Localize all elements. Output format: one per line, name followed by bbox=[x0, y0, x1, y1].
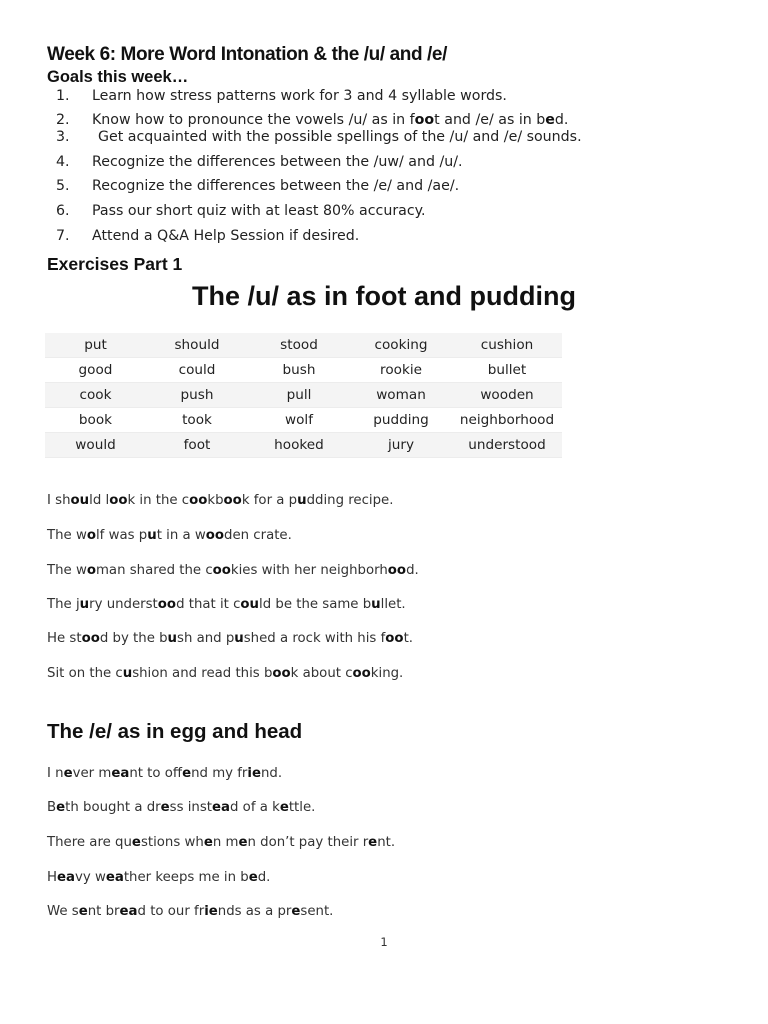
bold-letters: ea bbox=[57, 870, 75, 885]
goal-text: Attend a Q&A Help Session if desired. bbox=[92, 228, 360, 244]
table-cell: woman bbox=[350, 383, 452, 408]
bold-letters: e bbox=[56, 800, 66, 815]
table-cell: cooking bbox=[350, 333, 452, 358]
bold-letters: oo bbox=[414, 112, 435, 128]
u-section-title: The /u/ as in foot and pudding bbox=[192, 281, 576, 311]
bold-letters: u bbox=[122, 666, 133, 681]
table-cell: bush bbox=[248, 358, 350, 383]
bold-letters: e bbox=[131, 835, 141, 850]
table-cell: could bbox=[146, 358, 248, 383]
goals-title: Goals this week… bbox=[47, 68, 189, 86]
table-cell: book bbox=[45, 408, 146, 433]
practice-sentence: He stood by the bush and pushed a rock with his foot. bbox=[47, 631, 414, 646]
goal-text: Know how to pronounce the vowels /u/ as in foot and /e/ as in bed. bbox=[92, 112, 569, 128]
table-row bbox=[45, 433, 562, 458]
table-row bbox=[45, 333, 562, 358]
e-section-title: The /e/ as in egg and head bbox=[47, 720, 303, 743]
bold-letters: e bbox=[160, 800, 170, 815]
practice-sentence: There are questions when men don’t pay their rent. bbox=[47, 835, 396, 850]
bold-letters: oo bbox=[205, 528, 225, 543]
practice-sentence: Sit on the cushion and read this book about cooking. bbox=[47, 666, 404, 681]
table-cell: took bbox=[146, 408, 248, 433]
goal-number: 7. bbox=[56, 228, 70, 244]
exercises-title: Exercises Part 1 bbox=[47, 254, 183, 274]
table-cell: put bbox=[45, 333, 146, 358]
bold-letters: oo bbox=[212, 563, 231, 578]
bold-letters: oo bbox=[81, 631, 100, 646]
page-number: 1 bbox=[380, 935, 388, 949]
practice-sentence: I never meant to offend my friend. bbox=[47, 766, 283, 781]
bold-letters: oo bbox=[223, 493, 242, 508]
table-cell: good bbox=[45, 358, 146, 383]
bold-letters: u bbox=[147, 528, 157, 543]
practice-sentence: The jury understood that it could be the same bullet. bbox=[47, 597, 406, 612]
table-cell: understood bbox=[452, 433, 562, 458]
table-cell: neighborhood bbox=[452, 408, 562, 433]
bold-letters: ea bbox=[105, 870, 124, 885]
bold-letters: e bbox=[63, 766, 73, 781]
table-cell: hooked bbox=[248, 433, 350, 458]
goal-number: 3. bbox=[56, 129, 70, 145]
table-row bbox=[45, 383, 562, 408]
goal-number: 5. bbox=[56, 178, 70, 194]
table-cell: pudding bbox=[350, 408, 452, 433]
bold-letters: oo bbox=[109, 493, 128, 508]
table-row bbox=[45, 358, 562, 383]
table-cell: rookie bbox=[350, 358, 452, 383]
practice-sentence: Beth bought a dress instead of a kettle. bbox=[47, 800, 316, 815]
bold-letters: ie bbox=[247, 766, 261, 781]
bold-letters: ou bbox=[240, 597, 260, 612]
bold-letters: o bbox=[86, 563, 96, 578]
bold-letters: u bbox=[371, 597, 381, 612]
bold-letters: e bbox=[248, 870, 258, 885]
table-cell: foot bbox=[146, 433, 248, 458]
bold-letters: ea bbox=[212, 800, 231, 815]
table-cell: push bbox=[146, 383, 248, 408]
goal-text: Get acquainted with the possible spellings of the /u/ and /e/ sounds. bbox=[98, 129, 582, 145]
table-cell: pull bbox=[248, 383, 350, 408]
bold-letters: oo bbox=[157, 597, 177, 612]
bold-letters: ea bbox=[119, 904, 138, 919]
bold-letters: ea bbox=[111, 766, 130, 781]
bold-letters: e bbox=[368, 835, 378, 850]
bold-letters: oo bbox=[352, 666, 371, 681]
table-cell: cook bbox=[45, 383, 146, 408]
table-cell: stood bbox=[248, 333, 350, 358]
bold-letters: o bbox=[86, 528, 96, 543]
table-cell: should bbox=[146, 333, 248, 358]
bold-letters: e bbox=[279, 800, 289, 815]
bold-letters: u bbox=[79, 597, 90, 612]
bold-letters: e bbox=[545, 112, 555, 128]
bold-letters: e bbox=[203, 835, 213, 850]
bold-letters: e bbox=[182, 766, 192, 781]
table-cell: wooden bbox=[452, 383, 562, 408]
table-row bbox=[45, 408, 562, 433]
table-cell: cushion bbox=[452, 333, 562, 358]
bold-letters: e bbox=[291, 904, 301, 919]
goal-number: 1. bbox=[56, 88, 70, 104]
bold-letters: oo bbox=[385, 631, 404, 646]
u-word-table bbox=[45, 333, 562, 458]
bold-letters: oo bbox=[189, 493, 208, 508]
bold-letters: oo bbox=[272, 666, 291, 681]
table-cell: wolf bbox=[248, 408, 350, 433]
bold-letters: u bbox=[167, 631, 178, 646]
goal-text: Recognize the differences between the /uw/ and /u/. bbox=[92, 154, 463, 170]
bold-letters: oo bbox=[387, 563, 407, 578]
goal-text: Pass our short quiz with at least 80% accuracy. bbox=[92, 203, 426, 219]
bold-letters: ie bbox=[204, 904, 218, 919]
goal-number: 2. bbox=[56, 112, 70, 128]
goal-number: 6. bbox=[56, 203, 70, 219]
bold-letters: u bbox=[234, 631, 244, 646]
practice-sentence: We sent bread to our friends as a present. bbox=[47, 904, 334, 919]
table-cell: would bbox=[45, 433, 146, 458]
goal-text: Recognize the differences between the /e/ and /ae/. bbox=[92, 178, 460, 194]
bold-letters: u bbox=[297, 493, 307, 508]
table-cell: bullet bbox=[452, 358, 562, 383]
table-cell: jury bbox=[350, 433, 452, 458]
practice-sentence: The woman shared the cookies with her neighborhood. bbox=[47, 563, 419, 578]
bold-letters: e bbox=[78, 904, 88, 919]
bold-letters: e bbox=[238, 835, 248, 850]
week-title: Week 6: More Word Intonation & the /u/ and /e/ bbox=[47, 44, 447, 65]
bold-letters: ou bbox=[70, 493, 90, 508]
goal-text: Learn how stress patterns work for 3 and 4 syllable words. bbox=[92, 88, 507, 104]
practice-sentence: The wolf was put in a wooden crate. bbox=[47, 528, 292, 543]
goal-number: 4. bbox=[56, 154, 70, 170]
practice-sentence: I should look in the cookbook for a pudding recipe. bbox=[47, 493, 394, 508]
practice-sentence: Heavy weather keeps me in bed. bbox=[47, 870, 271, 885]
